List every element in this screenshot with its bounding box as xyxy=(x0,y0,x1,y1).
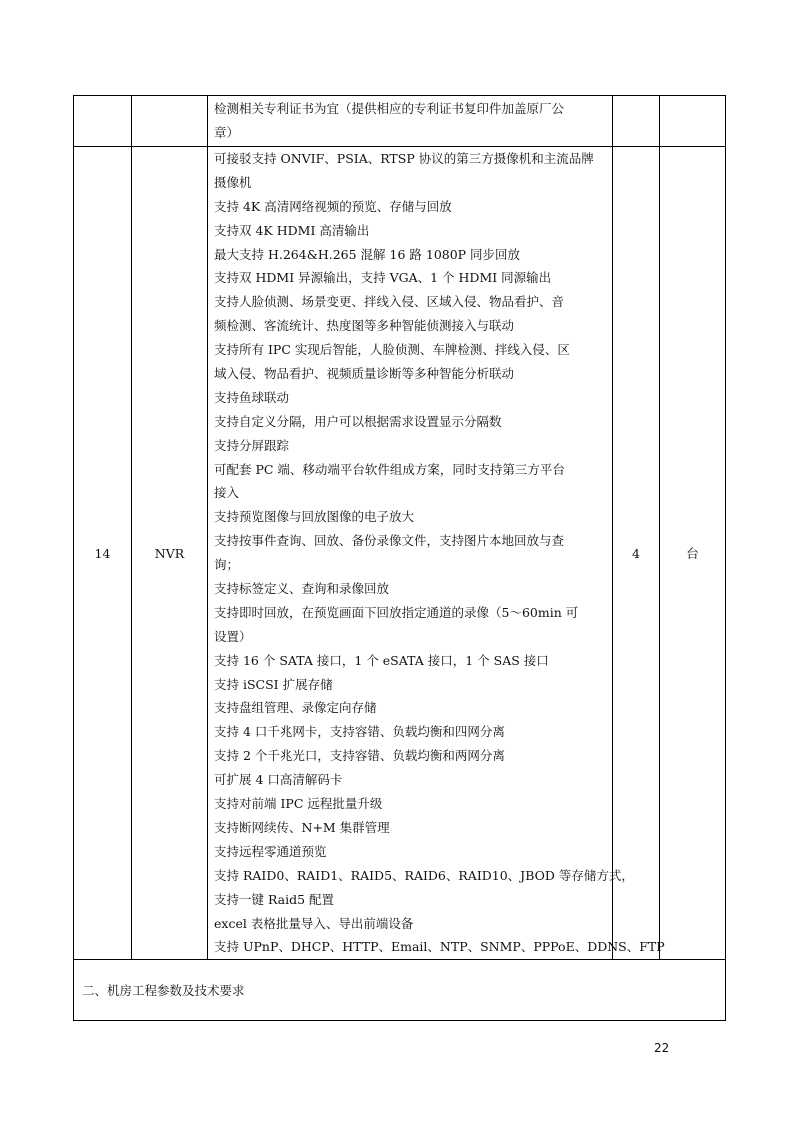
spec-line: 支持人脸侦测、场景变更、拌线入侵、区域入侵、物品看护、音 xyxy=(214,294,565,310)
spec-line: 支持 iSCSI 扩展存储 xyxy=(214,676,333,692)
item-specifications xyxy=(208,147,665,960)
spec-line: 支持 4K 高清网络视频的预览、存储与回放 xyxy=(214,198,452,214)
spec-line: 域入侵、物品看护、视频质量诊断等多种智能分析联动 xyxy=(214,366,515,382)
spec-line: 接入 xyxy=(214,485,240,501)
spec-line: 支持 RAID0、RAID1、RAID5、RAID6、RAID10、JBOD 等存储方式， xyxy=(214,867,634,883)
spec-line: 支持远程零通道预览 xyxy=(214,843,327,859)
item-number: 14 xyxy=(74,147,132,960)
spec-line: 支持双 HDMI 异源输出，支持 VGA、1 个 HDMI 同源输出 xyxy=(214,270,552,286)
spec-line: 支持对前端 IPC 远程批量升级 xyxy=(214,796,383,812)
spec-line: 支持双 4K HDMI 高清输出 xyxy=(214,222,370,238)
table-row-continued xyxy=(74,96,726,147)
spec-line: 支持分屏跟踪 xyxy=(214,437,290,453)
spec-line: 摄像机 xyxy=(214,174,252,190)
cell-qty-empty xyxy=(613,96,660,147)
spec-line: 支持断网续传、N+M 集群管理 xyxy=(214,819,390,835)
spec-line: 最大支持 H.264&H.265 混解 16 路 1080P 同步回放 xyxy=(214,246,521,262)
cell-name-empty xyxy=(132,96,208,147)
continued-spec-line: 章） xyxy=(214,124,240,140)
section-heading: 二、机房工程参数及技术要求 xyxy=(74,960,726,1021)
specification-table xyxy=(73,95,726,1021)
spec-line: 可接驳支持 ONVIF、PSIA、RTSP 协议的第三方摄像机和主流品牌 xyxy=(214,151,594,166)
cell-no-empty xyxy=(74,96,132,147)
spec-line: 支持标签定义、查询和录像回放 xyxy=(214,581,390,597)
spec-line: 支持 UPnP、DHCP、HTTP、Email、NTP、SNMP、PPPoE、DDNS、FTP xyxy=(214,939,665,955)
spec-line: 询； xyxy=(214,557,240,573)
spec-line: 频检测、客流统计、热度图等多种智能侦测接入与联动 xyxy=(214,318,515,334)
cell-unit-empty xyxy=(660,96,726,147)
spec-line: 设置） xyxy=(214,628,252,644)
page-number: 22 xyxy=(654,1041,670,1055)
spec-line: 支持 2 个千兆光口，支持容错、负载均衡和两网分离 xyxy=(214,748,505,764)
table-row-nvr xyxy=(74,147,726,960)
spec-line: 支持一键 Raid5 配置 xyxy=(214,891,335,907)
spec-line: 支持 16 个 SATA 接口，1 个 eSATA 接口，1 个 SAS 接口 xyxy=(214,652,549,668)
spec-line: 支持预览图像与回放图像的电子放大 xyxy=(214,509,415,525)
cell-spec-continued xyxy=(208,96,613,147)
item-name: NVR xyxy=(132,147,208,960)
spec-line: 支持鱼球联动 xyxy=(214,389,290,405)
spec-line: 支持即时回放，在预览画面下回放指定通道的录像（5～60min 可 xyxy=(214,604,579,620)
spec-line: 支持所有 IPC 实现后智能，人脸侦测、车牌检测、拌线入侵、区 xyxy=(214,342,570,358)
spec-line: 支持盘组管理、录像定向存储 xyxy=(214,700,377,716)
spec-line: 可扩展 4 口高清解码卡 xyxy=(214,772,343,788)
spec-line: 支持自定义分隔，用户可以根据需求设置显示分隔数 xyxy=(214,413,502,429)
spec-line: excel 表格批量导入、导出前端设备 xyxy=(214,915,414,931)
spec-line: 支持按事件查询、回放、备份录像文件，支持图片本地回放与查 xyxy=(214,533,565,549)
spec-line: 可配套 PC 端、移动端平台软件组成方案，同时支持第三方平台 xyxy=(214,461,565,477)
continued-spec-line: 检测相关专利证书为宜（提供相应的专利证书复印件加盖原厂公 xyxy=(214,101,565,116)
item-quantity: 4 xyxy=(613,147,660,960)
table-row-section xyxy=(74,960,726,1021)
item-unit: 台 xyxy=(660,147,726,960)
spec-line: 支持 4 口千兆网卡，支持容错、负载均衡和四网分离 xyxy=(214,724,505,740)
